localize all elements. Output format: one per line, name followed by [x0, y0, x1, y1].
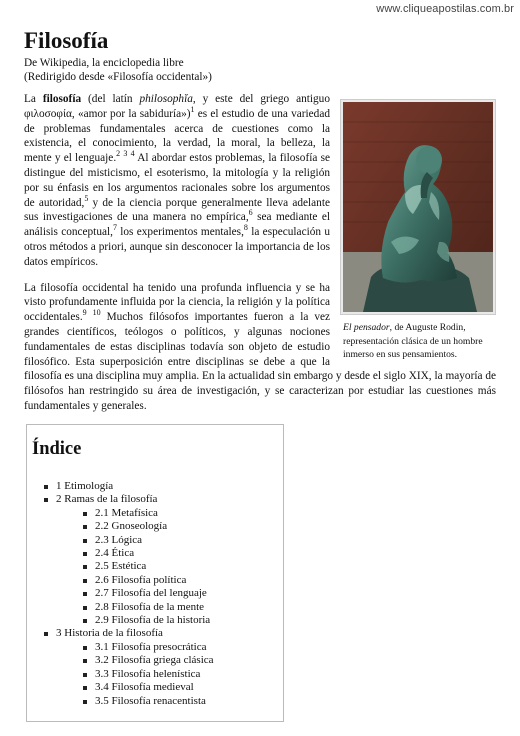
- figure-caption: [340, 315, 496, 362]
- toc-subitem[interactable]: 2.8 Filosofía de la mente: [82, 601, 214, 614]
- watermark: www.cliqueapostilas.com.br: [376, 3, 514, 15]
- page-title: Filosofía: [24, 28, 109, 53]
- text-run: la especulación u otros métodos a priori, aunque sin desconocer la importancia de los datos empíricos.: [24, 226, 330, 268]
- toc-subitem[interactable]: 3.2 Filosofía griega clásica: [82, 654, 214, 667]
- toc-list: [43, 480, 214, 708]
- text-run: La filosofía occidental ha tenido una profunda influencia y se ha visto profundamente influida por la ciencia, la religión y la política occidentales.: [24, 281, 330, 324]
- reference-3[interactable]: 3: [123, 149, 128, 159]
- toc-subitem[interactable]: 3.1 Filosofía presocrática: [82, 641, 214, 654]
- toc-sublist: [56, 641, 214, 708]
- text-run: los experimentos mentales,: [116, 226, 244, 239]
- toc-subitem[interactable]: 3.5 Filosofía renacentista: [82, 695, 214, 708]
- toc-subitem[interactable]: 2.2 Gnoseología: [82, 520, 214, 533]
- reference-1[interactable]: 1: [190, 104, 195, 114]
- text-run: sea mediante el análisis conceptual,: [24, 211, 330, 239]
- reference-6[interactable]: 6: [248, 208, 253, 218]
- toc-sublist: [56, 507, 214, 628]
- text-run: es el estudio de una variedad de problemas fundamentales acerca de cuestiones como la existencia, el conocimiento, la verdad, la moral, la belleza, la mente y el lenguaje.: [24, 107, 330, 165]
- redirect-note: (Redirigido desde «Filosofía occidental»): [24, 71, 212, 83]
- toc-item[interactable]: [43, 627, 214, 707]
- toc-subitem[interactable]: 2.5 Estética: [82, 560, 214, 573]
- text-run: Muchos filósofos importantes fueron a la vez grandes científicos, teólogos o políticos, y algunas nociones fundamentales de estas disciplinas todavía son objeto de estudio filosófico. Esta superposición entre disciplinas se debe a que la filosofía es una disciplina muy amplia. En la actualidad sin embargo y desde el siglo XIX, la mayoría de filósofos han restringido su área de investigación, y se caracterizan por estudiar las cuestiones más fundamentales y generales.: [24, 311, 496, 412]
- toc-item-label: 3 Historia de la filosofía: [56, 627, 163, 640]
- toc-subitem[interactable]: 2.1 Metafísica: [82, 507, 214, 520]
- text-run: La: [24, 93, 43, 105]
- thumbnail-figure: [340, 99, 496, 362]
- caption-title: El pensador: [343, 322, 390, 333]
- site-subtitle: De Wikipedia, la enciclopedia libre: [24, 57, 184, 69]
- toc-title: Índice: [32, 439, 82, 459]
- toc-subitem[interactable]: 2.6 Filosofía política: [82, 574, 214, 587]
- toc-subitem[interactable]: 2.9 Filosofía de la historia: [82, 614, 214, 627]
- thinker-image[interactable]: [340, 99, 496, 315]
- toc-item-label: 1 Etimología: [56, 480, 114, 492]
- text-run: y de la ciencia porque generalmente lleva adelante sus investigaciones de una manera no empírica,: [24, 196, 330, 224]
- reference-7[interactable]: 7: [112, 223, 117, 233]
- reference-4[interactable]: 4: [130, 149, 135, 159]
- toc-subitem[interactable]: 3.4 Filosofía medieval: [82, 681, 214, 694]
- toc-subitem[interactable]: 2.3 Lógica: [82, 534, 214, 547]
- rodin-thinker-sculpture-icon: [343, 102, 493, 312]
- reference-10[interactable]: 10: [92, 308, 101, 318]
- reference-2[interactable]: 2: [116, 149, 121, 159]
- toc-subitem[interactable]: 3.3 Filosofía helenística: [82, 668, 214, 681]
- reference-8[interactable]: 8: [243, 223, 248, 233]
- table-of-contents: [26, 424, 284, 722]
- toc-item[interactable]: [43, 493, 214, 627]
- toc-item-label: 2 Ramas de la filosofía: [56, 493, 158, 506]
- toc-item[interactable]: [43, 480, 214, 493]
- article-body: [24, 92, 496, 425]
- caption-text: , de Auguste Rodin, representación clásica de un hombre inmerso en sus pensamientos.: [343, 322, 483, 360]
- text-run: , y este del griego antiguo φιλοσοφία, «amor por la sabiduría»): [24, 93, 330, 120]
- term-filosofia: filosofía: [42, 93, 82, 105]
- reference-5[interactable]: 5: [84, 193, 89, 203]
- toc-subitem[interactable]: 2.4 Ética: [82, 547, 214, 560]
- text-run: Al abordar estos problemas, la filosofía se distingue del misticismo, el esoterismo, la mitología y la religión por su énfasis en los argumentos racionales sobre los argumentos de autoridad,: [24, 152, 330, 209]
- term-latin: philosophĭa: [139, 93, 193, 105]
- toc-subitem[interactable]: 2.7 Filosofía del lenguaje: [82, 587, 214, 600]
- reference-9[interactable]: 9: [82, 308, 87, 318]
- text-run: (del latín: [81, 93, 140, 105]
